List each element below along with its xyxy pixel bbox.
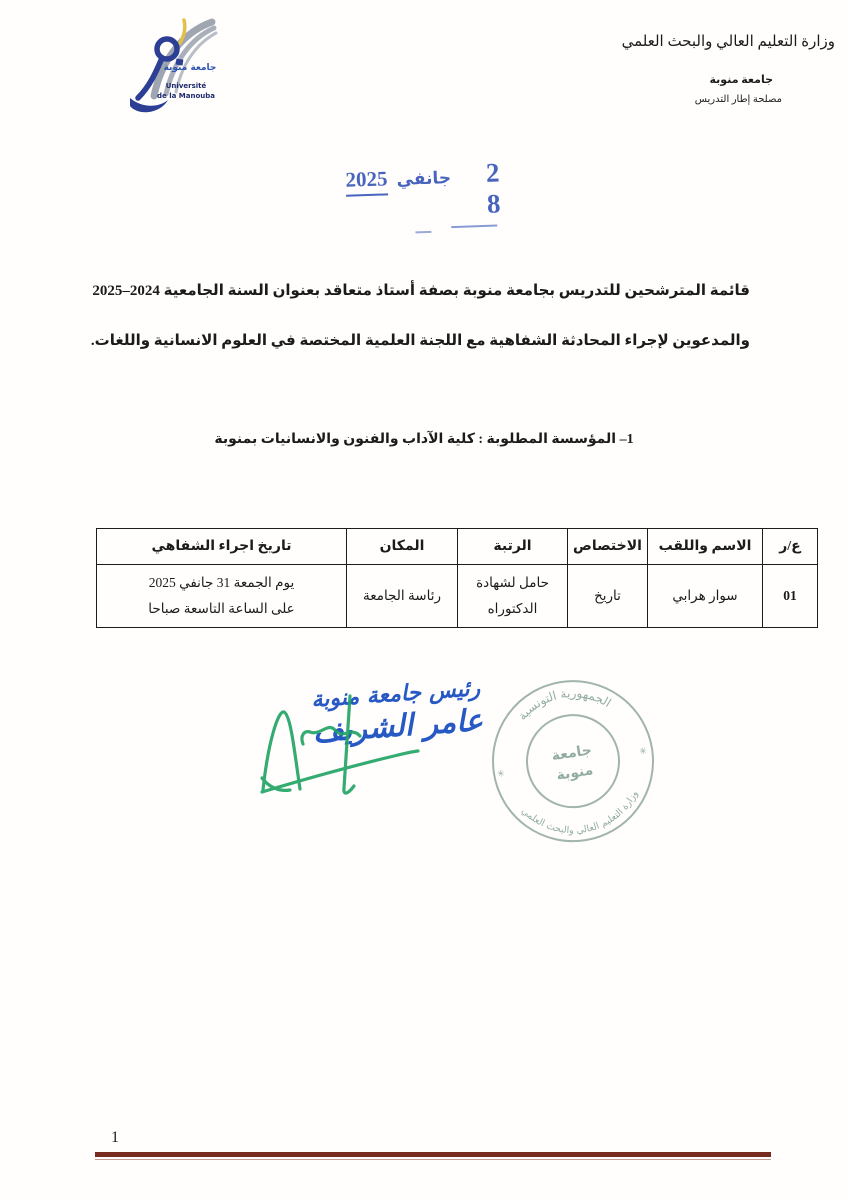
table-header-row (97, 529, 818, 565)
cell-specialty: تاريخ (568, 565, 648, 628)
official-round-stamp (475, 661, 672, 862)
logo-arabic-name: جامعة منوبة (163, 63, 217, 73)
stamp-year: 2025 (345, 166, 388, 196)
footer-rule (95, 1152, 771, 1160)
university-title: جامعة منوبة (709, 74, 773, 86)
signer-name: عامر الشريف (311, 703, 485, 750)
department-title: مصلحة إطار التدريس (694, 94, 782, 105)
cell-oral-date (97, 565, 347, 628)
header-specialty: الاختصاص (568, 529, 648, 565)
stamp-underline-mark (451, 225, 497, 229)
table-row (97, 565, 818, 628)
stamp-ring-bottom-text: وزارة التعليم العالي والبحث العلمي (519, 788, 641, 837)
stamp-star-right: ✳ (638, 746, 648, 758)
signature-block (250, 668, 680, 863)
cell-date-line1: يوم الجمعة 31 جانفي 2025 (148, 575, 295, 590)
cell-rank-line1: حامل لشهادة (476, 575, 549, 590)
signer-title: رئيس جامعة منوبة (310, 676, 481, 713)
title-line-2: والمدعوين لإجراء المحادثة الشفاهية مع اللجنة العلمية المختصة في العلوم الانسانية واللغات. (90, 333, 750, 349)
header-num: ع/ر (763, 529, 818, 565)
footer-rule-thin-line (95, 1159, 771, 1161)
cell-name: سوار هرابي (648, 565, 763, 628)
document-title (90, 266, 750, 366)
date-received-stamp (345, 157, 507, 225)
cell-num: 01 (763, 565, 818, 628)
university-logo (122, 16, 246, 120)
logo-latin-name-line1: Université (165, 82, 207, 90)
stamp-day: 2 8 (485, 157, 507, 219)
page-number: 1 (111, 1129, 119, 1146)
header-name: الاسم واللقب (648, 529, 763, 565)
stamp-ring-top-text: الجمهورية التونسية (515, 686, 614, 723)
cell-place: رئاسة الجامعة (347, 565, 458, 628)
logo-calligraphy-shape (130, 39, 183, 112)
stamp-center-line1: جامعة (550, 742, 593, 765)
stamp-star-left: ✳ (496, 769, 506, 781)
stamp-underline-mark-small (415, 231, 431, 234)
stamp-center-line2: منوبة (555, 762, 595, 784)
section-heading: 1– المؤسسة المطلوبة : كلية الآداب والفنون والانسانيات بمنوبة (214, 432, 634, 447)
cell-date-line2: على الساعة التاسعة صباحا (148, 601, 295, 616)
header-place: المكان (347, 529, 458, 565)
ministry-title: وزارة التعليم العالي والبحث العلمي (621, 34, 835, 50)
cell-rank-line2: الدكتوراه (487, 601, 538, 616)
stamp-month: جانفي (396, 168, 452, 191)
header-oral-date: تاريخ اجراء الشفاهي (97, 529, 347, 565)
footer-rule-thick-line (95, 1152, 771, 1157)
cell-rank (458, 565, 568, 628)
header-rank: الرتبة (458, 529, 568, 565)
title-line-1: قائمة المترشحين للتدريس بجامعة منوبة بصفة أستاذ متعاقد بعنوان السنة الجامعية 2024–2025 (92, 283, 750, 299)
logo-latin-name-line2: de la Manouba (157, 92, 215, 100)
candidates-table (96, 528, 818, 628)
